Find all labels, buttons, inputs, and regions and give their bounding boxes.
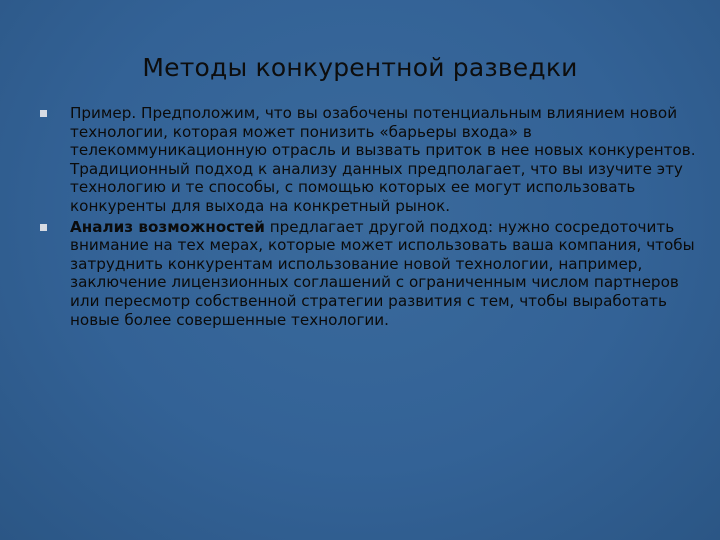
bullet-list <box>40 104 712 331</box>
bullet-text: предлагает другой подход: нужно сосредоточить внимание на тех мерах, которые может использовать ваша компания, чтобы затруднить конкурентам использование новой технологии, например, заключение лицензионных соглашений с ограниченным числом партнеров или пересмотр собственной стратегии развития с тем, чтобы выработать новые более совершенные технологии. <box>70 217 695 329</box>
square-bullet-icon <box>40 224 47 231</box>
bullet-item-opportunity-analysis <box>40 218 712 330</box>
bullet-text: Пример. Предположим, что вы озабочены потенциальным влиянием новой технологии, которая может понизить «барьеры входа» в телекоммуникационную отрасль и вызвать приток в нее новых конкурентов. Традиционный подход к анализу данных предполагает, что вы изучите эту технологию и те способы, с помощью которых ее могут использовать конкуренты для выхода на конкретный рынок. <box>70 104 696 215</box>
slide-title: Методы конкурентной разведки <box>142 53 578 82</box>
bullet-item-example <box>40 104 712 216</box>
square-bullet-icon <box>40 110 47 117</box>
bullet-bold-lead: Анализ возможностей <box>70 217 265 236</box>
